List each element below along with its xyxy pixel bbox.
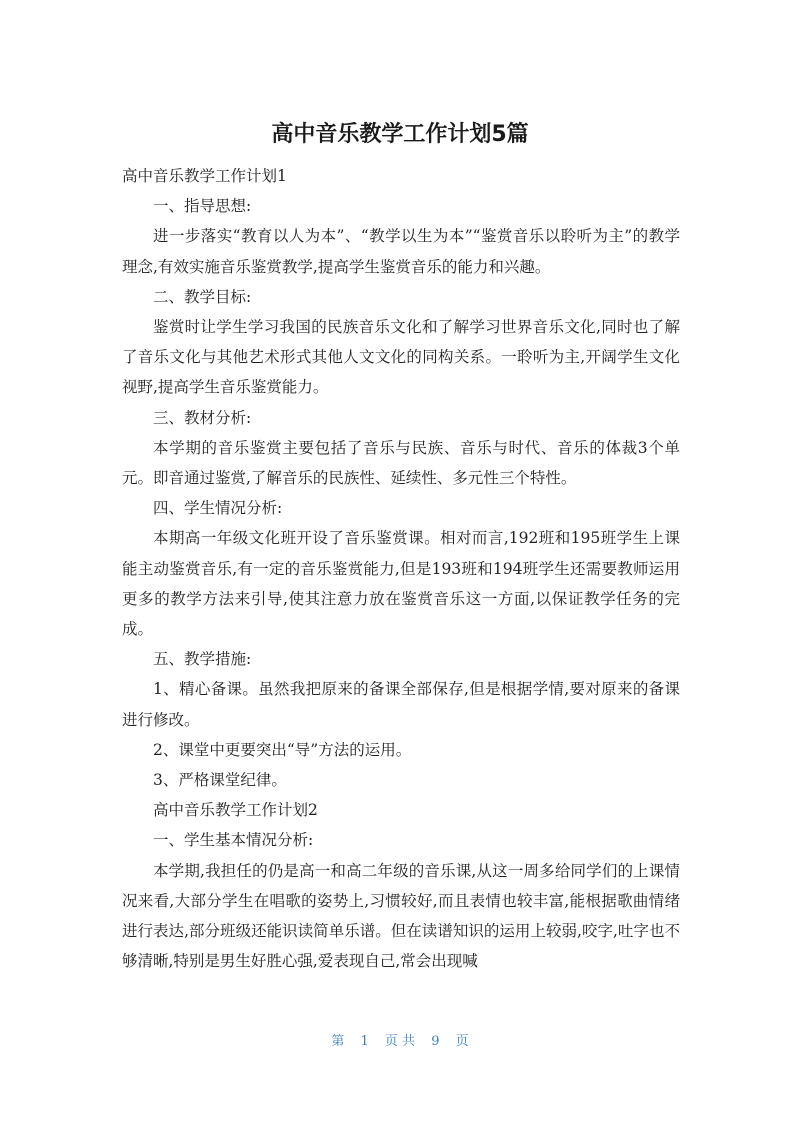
paragraph: 二、教学目标: <box>153 287 252 306</box>
paragraph: 2、课堂中更要突出“导”方法的运用。 <box>153 740 412 759</box>
document-body <box>122 161 680 976</box>
footer-total-pages: 9 <box>431 1034 440 1049</box>
paragraph: 三、教材分析: <box>153 408 252 427</box>
footer-page-number: 1 <box>360 1034 369 1049</box>
paragraph: 高中音乐教学工作计划2 <box>153 801 318 820</box>
paragraph: 高中音乐教学工作计划1 <box>122 167 287 185</box>
paragraph: 五、教学措施: <box>153 650 252 669</box>
paragraph: 本期高一年级文化班开设了音乐鉴赏课。相对而言,192班和195班学生上课能主动鉴赏音乐,有一定的音乐鉴赏能力,但是193班和194班学生还需要教师运用更多的教学方法来引导,使其注意力放在鉴赏音乐这一方面,以保证教学任务的完成。 <box>122 529 680 639</box>
paragraph: 本学期的音乐鉴赏主要包括了音乐与民族、音乐与时代、音乐的体裁3个单元。即音通过鉴赏,了解音乐的民族性、延续性、多元性三个特性。 <box>122 438 680 488</box>
paragraph: 一、指导思想: <box>153 197 252 216</box>
footer-mid: 页 共 <box>384 1034 416 1049</box>
paragraph: 进一步落实“教育以人为本”、“教学以生为本”“鉴赏音乐以聆听为主”的教学理念,有效实施音乐鉴赏教学,提高学生鉴赏音乐的能力和兴趣。 <box>122 227 680 276</box>
footer-suffix: 页 <box>455 1034 469 1049</box>
paragraph: 3、严格课堂纪律。 <box>153 771 287 790</box>
footer-prefix: 第 <box>331 1034 345 1049</box>
paragraph: 鉴赏时让学生学习我国的民族音乐文化和了解学习世界音乐文化,同时也了解了音乐文化与其他艺术形式其他人文文化的同构关系。一聆听为主,开阔学生文化视野,提高学生音乐鉴赏能力。 <box>122 318 680 397</box>
page-footer <box>0 1030 800 1049</box>
paragraph: 四、学生情况分析: <box>153 499 283 518</box>
paragraph: 一、学生基本情况分析: <box>153 831 314 850</box>
paragraph: 1、精心备课。虽然我把原来的备课全部保存,但是根据学情,要对原来的备课进行修改。 <box>122 680 680 729</box>
document-title: 高中音乐教学工作计划5篇 <box>271 122 529 147</box>
paragraph: 本学期,我担任的仍是高一和高二年级的音乐课,从这一周多给同学们的上课情况来看,大部分学生在唱歌的姿势上,习惯较好,而且表情也较丰富,能根据歌曲情绪进行表达,部分班级还能识读简单乐谱。但在读谱知识的运用上较弱,咬字,吐字也不够清晰,特别是男生好胜心强,爱表现自己,常会出现喊 <box>122 861 680 971</box>
